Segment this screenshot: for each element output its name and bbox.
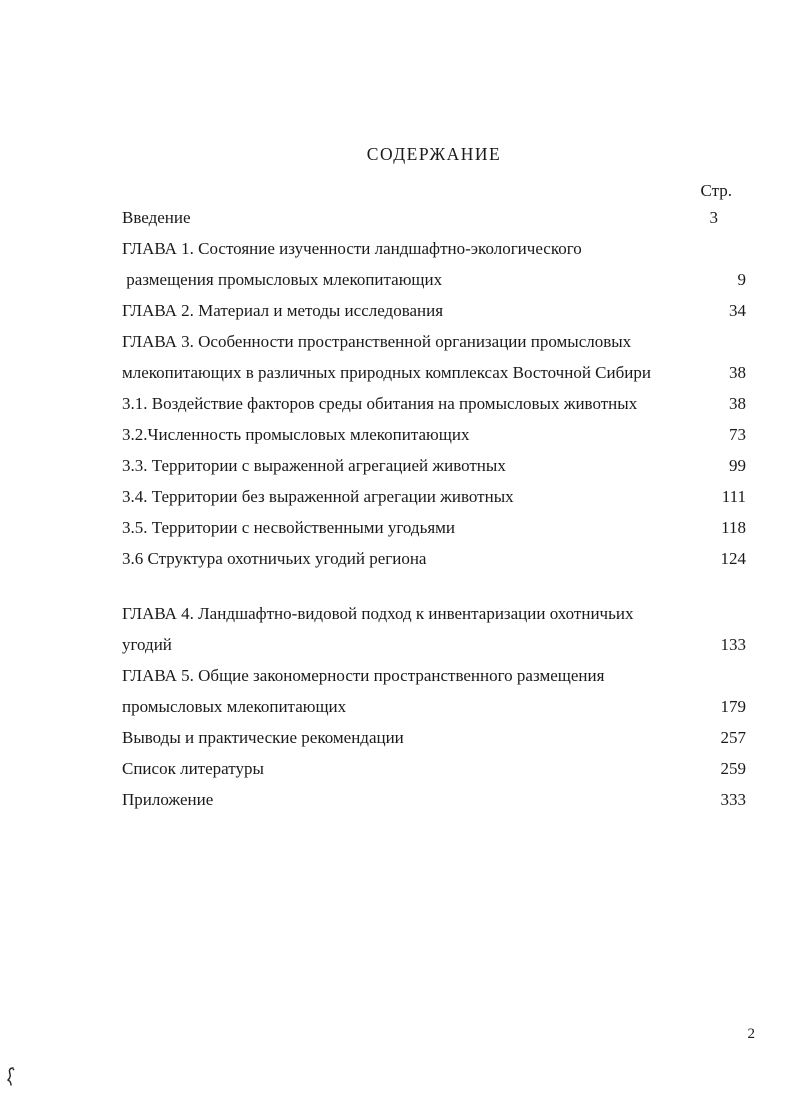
toc-entry-page: 133: [720, 635, 746, 654]
toc-entry-text: ГЛАВА 5. Общие закономерности пространственного размещения: [122, 666, 605, 685]
toc-entry: [122, 264, 746, 295]
toc-entry-page: 9: [737, 270, 746, 289]
toc-entry-text: млекопитающих в различных природных комплексах Восточной Сибири: [122, 363, 651, 382]
toc-entry-page: 118: [721, 518, 746, 537]
toc-entry-text: промысловых млекопитающих: [122, 697, 347, 716]
toc-entry-text: ГЛАВА 3. Особенности пространственной организации промысловых: [122, 332, 632, 351]
footer-page-number: 2: [747, 1026, 755, 1042]
toc-entry: [122, 326, 746, 357]
toc-entry-page: 179: [720, 697, 746, 716]
toc-entry: [122, 660, 746, 691]
toc-entry: [122, 598, 746, 629]
page-column-header: Стр.: [700, 181, 732, 200]
toc-entry-page: 38: [729, 394, 746, 413]
toc-entry-page: 3: [709, 208, 718, 227]
toc-entry: [122, 450, 746, 481]
toc-entry-page: 333: [720, 790, 746, 809]
toc-entry: [122, 784, 746, 815]
toc-entry: [122, 233, 746, 264]
toc-entry-text: 3.6 Структура охотничьих угодий региона: [122, 549, 427, 568]
toc-entry-page: 73: [729, 425, 746, 444]
toc-entry: [122, 202, 746, 233]
toc-entry-text: 3.2.Численность промысловых млекопитающих: [122, 425, 470, 444]
toc-list: [122, 202, 746, 815]
toc-entry-page: 38: [729, 363, 746, 382]
toc-entry-page: 99: [729, 456, 746, 475]
toc-entry-text: ГЛАВА 1. Состояние изученности ландшафтно-экологического: [122, 239, 582, 258]
scan-artifact-mark: [5, 1066, 17, 1086]
toc-entry-text: 3.1. Воздействие факторов среды обитания на промысловых животных: [122, 394, 638, 413]
toc-entry-text: размещения промысловых млекопитающих: [122, 270, 443, 289]
toc-entry-page: 34: [729, 301, 746, 320]
toc-entry-text: 3.3. Территории с выраженной агрегацией животных: [122, 456, 506, 475]
toc-entry: [122, 753, 746, 784]
toc-entry: [122, 629, 746, 660]
toc-entry-text: угодий: [122, 635, 172, 654]
page-title: СОДЕРЖАНИЕ: [366, 144, 502, 164]
toc-entry-text: ГЛАВА 2. Материал и методы исследования: [122, 301, 444, 320]
toc-entry: [122, 722, 746, 753]
toc-entry: [122, 691, 746, 722]
toc-content: [122, 142, 746, 815]
toc-entry-page: 124: [720, 549, 746, 568]
toc-entry-text: Список литературы: [122, 759, 264, 778]
toc-entry-text: Выводы и практические рекомендации: [122, 728, 404, 747]
toc-entry-text: Введение: [122, 208, 191, 227]
toc-entry: [122, 357, 746, 388]
toc-entry: [122, 295, 746, 326]
toc-entry-page: 111: [721, 487, 746, 506]
toc-entry-text: 3.5. Территории с несвойственными угодьями: [122, 518, 456, 537]
toc-entry-page: 259: [720, 759, 746, 778]
toc-entry: [122, 512, 746, 543]
toc-entry-text: 3.4. Территории без выраженной агрегации животных: [122, 487, 514, 506]
toc-entry: [122, 543, 746, 574]
toc-entry-text: ГЛАВА 4. Ландшафтно-видовой подход к инвентаризации охотничьих: [122, 604, 634, 623]
toc-entry: [122, 481, 746, 512]
toc-entry: [122, 388, 746, 419]
toc-entry-page: 257: [720, 728, 746, 747]
toc-entry-text: Приложение: [122, 790, 214, 809]
toc-entry: [122, 419, 746, 450]
